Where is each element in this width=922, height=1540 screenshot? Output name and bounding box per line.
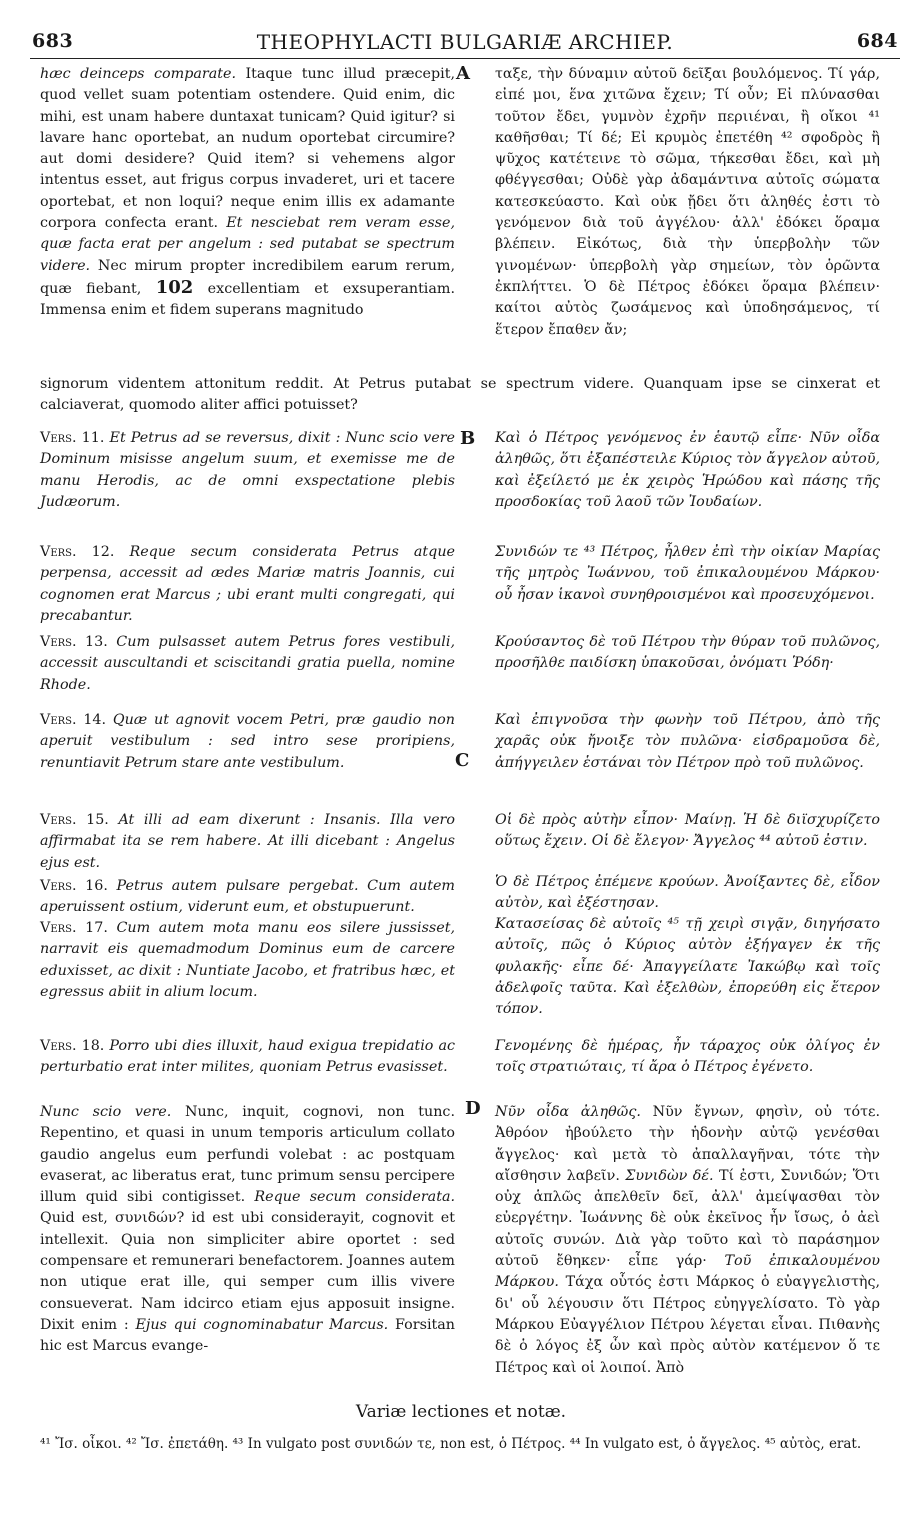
commentary-quote: Συνιδὼν δέ.	[619, 1167, 714, 1184]
full-width-passage	[40, 374, 880, 417]
verse-label: Vers. 18.	[40, 1038, 105, 1054]
verse-greek-text: Κρούσαντος δὲ τοῦ Πέτρου τὴν θύραν τοῦ πυλῶνος, προσῆλθε παιδίσκη ὑπακοῦσαι, ὀνόματι Ῥόδη·	[495, 634, 880, 672]
verse-14-latin	[40, 710, 455, 774]
verse-greek-text: Οἱ δὲ πρὸς αὐτὴν εἶπον· Μαίνῃ. Ἡ δὲ διϊσχυρίζετο οὕτως ἔχειν. Οἱ δὲ ἔλεγον· Ἄγγελος ⁴⁴ αὐτοῦ ἐστιν.	[495, 812, 880, 850]
verse-11-greek	[495, 428, 880, 513]
commentary-greek	[495, 1102, 880, 1379]
commentary-quote: Τοῦ ἐπικαλουμένου Μάρκου.	[495, 1253, 880, 1291]
verse-label: Vers. 12.	[40, 544, 115, 560]
verse-17-latin	[40, 918, 455, 1003]
verse-17-greek	[495, 914, 880, 1020]
verse-label: Vers. 14.	[40, 712, 107, 728]
verse-12-greek	[495, 542, 880, 606]
verse-latin-text: Reque secum considerata Petrus atque perpensa, accessit ad ædes Mariæ matris Joannis, cui cognomen erat Marcus ; ubi erant multi congregati, qui precabantur.	[40, 544, 455, 624]
verse-13-latin	[40, 632, 455, 696]
marker-c: C	[455, 750, 470, 771]
verse-label: Vers. 13.	[40, 634, 108, 650]
commentary-text: Nunc, inquit, cognovi, non tunc. Repentino, et quasi in unum temporis articulum collato gaudio angelus eum perfundi volebat : ac postquam evaserat, ac liberatus erat, tunc primum sensu percipere illum quid sibi contigisset.	[40, 1104, 455, 1206]
latin-intro-text: Itaque tunc illud præcepit, quod vellet suam potentiam ostendere. Quid enim, dic mihi, est unam habere duntaxat tunicam? Quid igitur? si lavare hanc oportebat, an nudum oportebat circumire? aut domi desidere? Quid item? si vehemens algor intentus esset, aut frigus corpus invaderet, uri et tacere oportebat, et non loqui? neque enim illis ex adamante corpora confecta erant.	[40, 66, 455, 232]
verse-12-latin	[40, 542, 455, 627]
verse-greek-text: Συνιδών τε ⁴³ Πέτρος, ἦλθεν ἐπὶ τὴν οἰκίαν Μαρίας τῆς μητρὸς Ἰωάννου, τοῦ ἐπικαλουμένου Μάρκου· οὗ ἦσαν ἱκανοὶ συνηθροισμένοι καὶ προσευχόμενοι.	[495, 544, 880, 603]
commentary-text: Νῦν ἔγνων, φησὶν, οὐ τότε. Ἀθρόον ἠβούλετο τὴν ἡδονὴν αὐτῷ γενέσθαι ἄγγελος· καὶ μετὰ τὸ ἀπαλλαγῆναι, τότε τὴν αἴσθησιν λαβεῖν.	[495, 1104, 880, 1184]
footnotes	[40, 1434, 890, 1454]
greek-intro	[495, 64, 880, 374]
verse-11-latin	[40, 428, 455, 513]
commentary-text: Τί ἐστι, Συνιδών; Ὅτι οὐχ ἁπλῶς ἀπελθεῖν δεῖ, ἀλλ' ἀμείψασθαι τὸν εὐεργέτην. Ἰωάννης δὲ οὐκ ἐκεῖνος ἦν ἴσως, ὁ ἀεὶ αὐτοῖς συνών. Διὰ γὰρ τοῦτο καὶ τὸ παράσημον αὐτοῦ ἔθηκεν· εἶπε γάρ·	[495, 1167, 880, 1270]
verse-13-greek	[495, 632, 880, 675]
marker-a: A	[456, 63, 470, 84]
verse-label: Vers. 17.	[40, 920, 108, 936]
verse-15-latin	[40, 810, 455, 874]
verse-16-latin	[40, 876, 455, 919]
verse-latin-text: Cum pulsasset autem Petrus fores vestibuli, accessit auscultandi et sciscitandi gratia puella, nomine Rhode.	[40, 634, 455, 693]
running-header	[30, 30, 900, 59]
full-width-text: signorum videntem attonitum reddit. At Petrus putabat se spectrum videre. Quanquam ipse se cinxerat et calciaverat, quomodo aliter affici potuisset?	[40, 376, 880, 414]
latin-intro	[40, 64, 455, 374]
commentary-lemma: Νῦν οἶδα ἀληθῶς.	[495, 1104, 641, 1120]
verse-15-greek	[495, 810, 880, 853]
verse-label: Vers. 11.	[40, 430, 105, 446]
commentary-quote: Reque secum considerata.	[245, 1189, 456, 1206]
verse-greek-text: Ὁ δὲ Πέτρος ἐπέμενε κρούων. Ἀνοίξαντες δὲ, εἶδον αὐτὸν, καὶ ἐξέστησαν.	[495, 874, 880, 912]
running-title: THEOPHYLACTI BULGARIÆ ARCHIEP.	[256, 30, 674, 54]
verse-18-greek	[495, 1036, 880, 1079]
page-number-left: 683	[32, 30, 74, 52]
footnotes-text: ⁴¹ Ἴσ. οἶκοι. ⁴² Ἴσ. ἐπετάθη. ⁴³ In vulgato post συνιδών τε, non est, ὁ Πέτρος. ⁴⁴ In vulgato est, ὁ ἄγγελος. ⁴⁵ αὐτὸς, erat.	[40, 1436, 862, 1452]
verse-greek-text: Γενομένης δὲ ἡμέρας, ἦν τάραχος οὐκ ὀλίγος ἐν τοῖς στρατιώταις, τί ἄρα ὁ Πέτρος ἐγένετο.	[495, 1038, 880, 1076]
latin-intro-tail: Nec mirum propter incredibilem earum rerum, quæ fiebant,	[40, 257, 455, 297]
verse-latin-text: Et Petrus ad se reversus, dixit : Nunc scio vere Dominum misisse angelum suum, et exemisse me de manu Herodis, ac de omni exspectatione plebis Judæorum.	[40, 430, 455, 510]
verse-latin-text: Cum autem mota manu eos silere jussisset, narravit eis quemadmodum Dominus eum de carcere eduxisset, ac dixit : Nuntiate Jacobo, et fratribus hæc, et egressus abiit in alium locum.	[40, 920, 455, 1000]
latin-intro-start: hæc deinceps comparate.	[40, 66, 237, 82]
latin-intro-end: excellentiam et exsuperantiam. Immensa enim et fidem superans magnitudo	[40, 280, 456, 319]
verse-18-latin	[40, 1036, 455, 1079]
column-number: 102	[155, 276, 194, 298]
verse-greek-text: Καὶ ἐπιγνοῦσα τὴν φωνὴν τοῦ Πέτρου, ἀπὸ τῆς χαρᾶς οὐκ ἤνοιξε τὸν πυλῶνα· εἰσδραμοῦσα δὲ, ἀπήγγειλεν ἑστάναι τὸν Πέτρον πρὸ τοῦ πυλῶνος.	[495, 712, 880, 771]
greek-intro-text: ταξε, τὴν δύναμιν αὐτοῦ δεῖξαι βουλόμενος. Τί γάρ, εἰπέ μοι, ἕνα χιτῶνα ἔχειν; Τί οὖν; Εἰ πλύνασθαι τοῦτον ἔδει, γυμνὸν ἐχρῆν περιιέναι, ἢ οἴκοι ⁴¹ καθῆσθαι; Τί δέ; Εἰ κρυμὸς ἐπετέθη ⁴² σφοδρὸς ἢ ψῦχος κατέτεινε τὸ σῶμα, τήκεσθαι ἔδει, καὶ μὴ φθέγγεσθαι; Οὐδὲ γὰρ ἀδαμάντινα αὐτοῖς σώματα κατεσκεύαστο. Καὶ οὐκ ᾔδει ὅτι ἀληθές ἐστι τὸ γενόμενον διὰ τοῦ ἀγγέλου· ἀλλ' ἐδόκει ὅραμα βλέπειν. Εἰκότως, διὰ τὴν ὑπερβολὴν τῶν γινομένων· ὑπερβολὴ γὰρ σημείων, τὸν ὁρῶντα ἐκπλήττει. Ὁ δὲ Πέτρος ἐδόκει ὅραμα βλέπειν· καίτοι αὐτὸς ζωσάμενος καὶ ὑποδησάμενος, τί ἕτερον ἔπαθεν ἄν;	[495, 66, 880, 338]
commentary-latin	[40, 1102, 455, 1358]
verse-greek-text: Καὶ ὁ Πέτρος γενόμενος ἐν ἑαυτῷ εἶπε· Νῦν οἶδα ἀληθῶς, ὅτι ἐξαπέστειλε Κύριος τὸν ἄγγελον αὐτοῦ, καὶ ἐξείλετό με ἐκ χειρὸς Ἡρώδου καὶ πάσης τῆς προσδοκίας τοῦ λαοῦ τῶν Ἰουδαίων.	[495, 430, 880, 510]
notes-heading: Variæ lectiones et notæ.	[355, 1402, 567, 1422]
latin-intro-quote: Et nesciebat rem veram esse, quæ facta erat per angelum : sed putabat se spectrum videre.	[40, 215, 455, 274]
commentary-lemma: Nunc scio vere.	[40, 1104, 172, 1120]
verse-14-greek	[495, 710, 880, 774]
verse-label: Vers. 15.	[40, 812, 109, 828]
commentary-text: Forsitan hic est Marcus evange-	[40, 1316, 456, 1355]
verse-latin-text: Quæ ut agnovit vocem Petri, præ gaudio non aperuit vestibulum : sed intro sese proripiens, renuntiavit Petrum stare ante vestibulum.	[40, 712, 455, 771]
verse-latin-text: At illi ad eam dixerunt : Insanis. Illa vero affirmabat ita se rem habere. At illi dicebant : Angelus ejus est.	[40, 812, 456, 871]
marker-b: B	[460, 428, 476, 449]
commentary-text: Τάχα οὗτός ἐστι Μάρκος ὁ εὐαγγελιστὴς, δι' οὗ λέγουσιν ὅτι Πέτρος εὐηγγελίσατο. Τὸ γὰρ Μάρκου Εὐαγγέλιον Πέτρου λέγεται εἶναι. Πιθανὴς δὲ ὁ λόγος ἐξ ὧν καὶ πρὸς αὐτὸν κατέμενον ὅ τε Πέτρος καὶ οἱ λοιποί. Ἀπὸ	[495, 1274, 880, 1376]
commentary-quote: Ejus qui cognominabatur Marcus.	[128, 1316, 389, 1333]
verse-latin-text: Porro ubi dies illuxit, haud exigua trepidatio ac perturbatio erat inter milites, quoniam Petrus evasisset.	[40, 1038, 455, 1076]
commentary-text: Quid est, συνιδών? id est ubi considerayit, cognovit et intellexit. Quia non simpliciter abire oportet : sed compensare et remunerari benefactorem. Joannes autem non utique erat ille, qui semper cum illis vivere consueverat. Nam idcirco etiam ejus apposuit insigne. Dixit enim :	[40, 1210, 455, 1333]
verse-16-greek	[495, 872, 880, 915]
verse-latin-text: Petrus autem pulsare pergebat. Cum autem aperuissent ostium, viderunt eum, et obstupuerunt.	[40, 878, 455, 916]
marker-d: D	[465, 1098, 481, 1119]
page-number-right: 684	[856, 30, 898, 52]
verse-greek-text: Κατασείσας δὲ αὐτοῖς ⁴⁵ τῇ χειρὶ σιγᾷν, διηγήσατο αὐτοῖς, πῶς ὁ Κύριος αὐτὸν ἐξήγαγεν ἐκ τῆς φυλακῆς· εἶπε δέ· Ἀπαγγείλατε Ἰακώβῳ καὶ τοῖς ἀδελφοῖς ταῦτα. Καὶ ἐξελθὼν, ἐπορεύθη εἰς ἕτερον τόπον.	[495, 916, 880, 1018]
verse-label: Vers. 16.	[40, 878, 108, 894]
